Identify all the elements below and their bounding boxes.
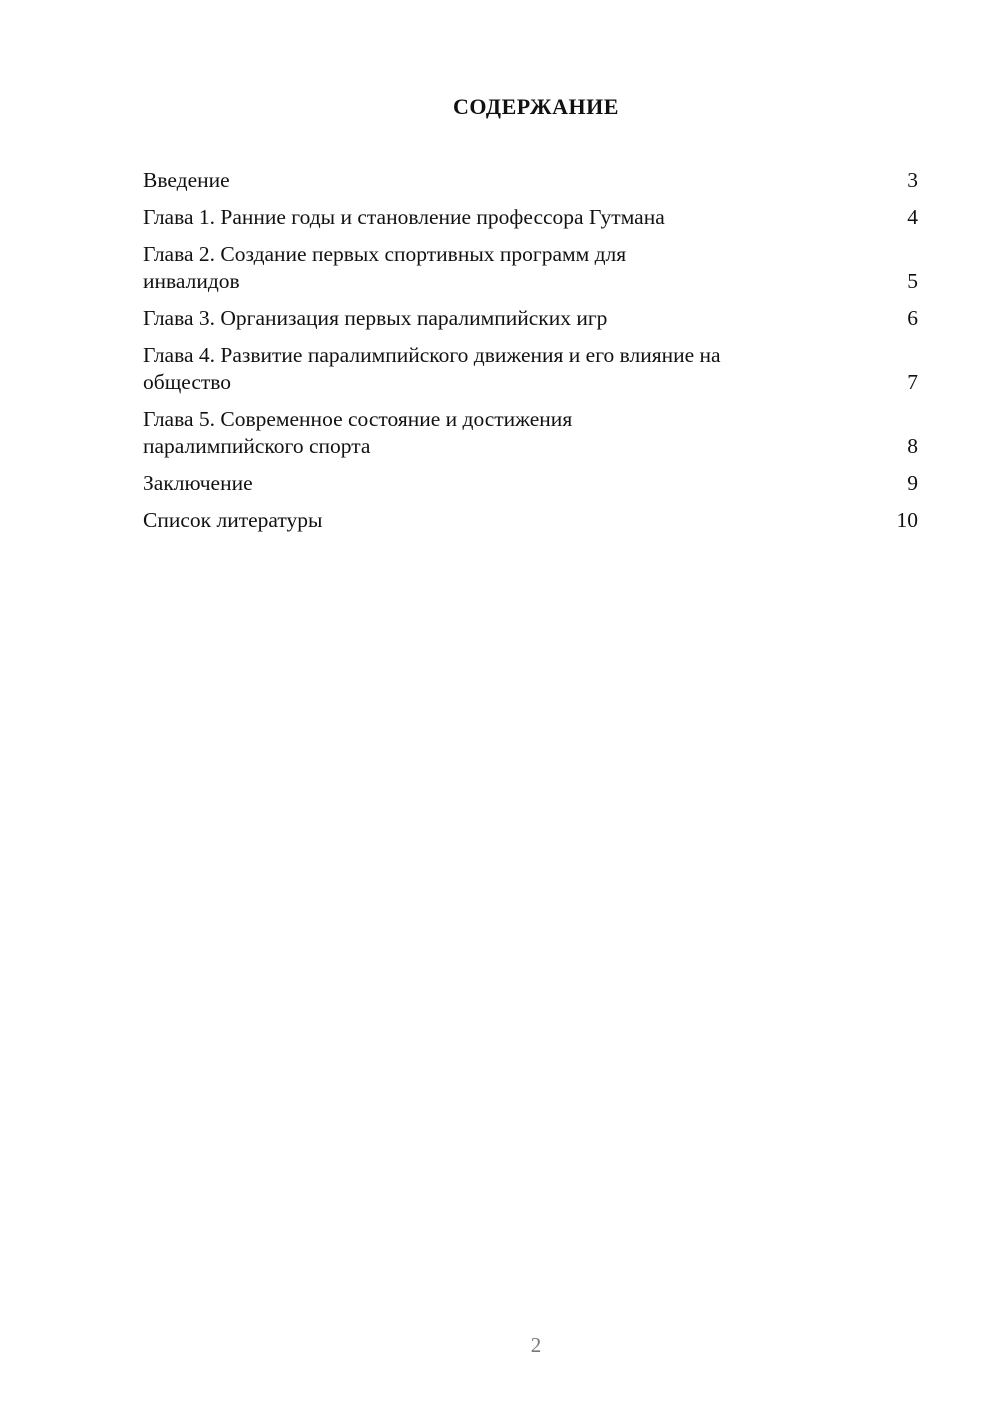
toc-entry-page: 10 bbox=[896, 508, 918, 532]
toc-entry-label: Глава 2. Создание первых спортивных программ для инвалидов bbox=[143, 242, 627, 293]
toc-entry-chapter-2 bbox=[143, 241, 918, 295]
toc-entry-label: Глава 1. Ранние годы и становление профессора Гутмана bbox=[143, 205, 665, 229]
toc-entry-chapter-4 bbox=[143, 342, 918, 396]
toc-entry-page: 9 bbox=[907, 471, 918, 495]
page-title: СОДЕРЖАНИЕ bbox=[453, 94, 619, 119]
toc-entry-page: 6 bbox=[907, 306, 918, 330]
toc-entry-page: 3 bbox=[907, 168, 918, 192]
toc-entry-conclusion bbox=[143, 470, 918, 497]
toc-entry-label: Глава 3. Организация первых паралимпийских игр bbox=[143, 306, 608, 330]
toc-entry-label: Глава 5. Современное состояние и достижения паралимпийского спорта bbox=[143, 407, 573, 458]
toc-entry-label: Глава 4. Развитие паралимпийского движения и его влияние на общество bbox=[143, 343, 721, 394]
table-of-contents bbox=[143, 167, 918, 544]
toc-entry-label: Заключение bbox=[143, 471, 253, 495]
toc-entry-page: 7 bbox=[907, 370, 918, 394]
toc-entry-label: Введение bbox=[143, 168, 230, 192]
toc-entry-page: 4 bbox=[907, 205, 918, 229]
toc-entry-chapter-5 bbox=[143, 406, 918, 460]
toc-entry-page: 5 bbox=[907, 269, 918, 293]
toc-entry-label: Список литературы bbox=[143, 508, 323, 532]
toc-entry-chapter-1 bbox=[143, 204, 918, 231]
toc-entry-references bbox=[143, 507, 918, 534]
page-number: 2 bbox=[530, 1333, 542, 1357]
toc-entry-introduction bbox=[143, 167, 918, 194]
toc-entry-page: 8 bbox=[907, 434, 918, 458]
toc-entry-chapter-3 bbox=[143, 305, 918, 332]
